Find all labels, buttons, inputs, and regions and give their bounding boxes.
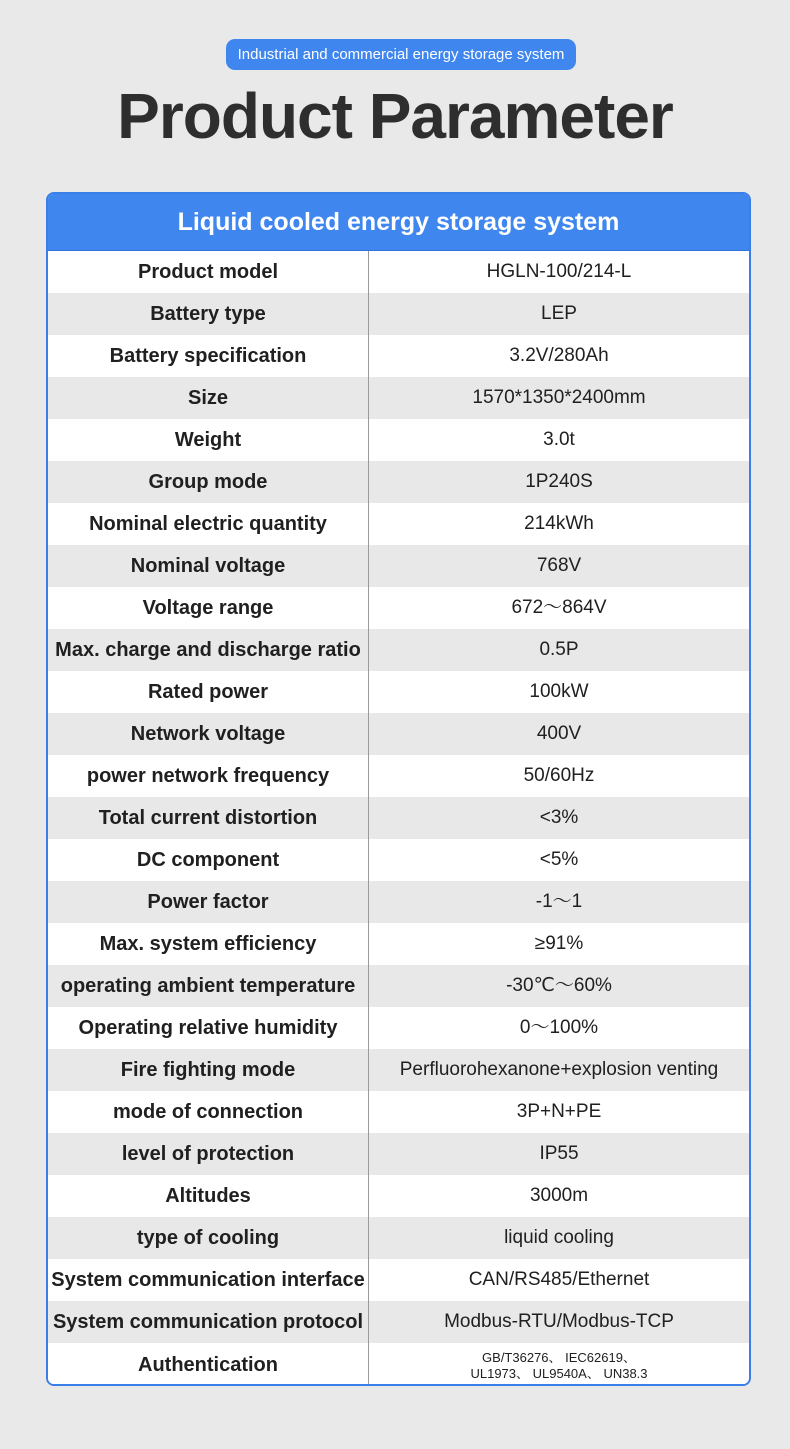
- table-row: [48, 671, 749, 713]
- table-row: [48, 377, 749, 419]
- row-value: -1～1: [535, 891, 583, 912]
- row-value: 672～864V: [511, 597, 607, 618]
- row-value: liquid cooling: [504, 1227, 614, 1248]
- authentication-line-1: GB/T36276、 IEC62619、: [482, 1349, 636, 1365]
- row-value: 400V: [536, 723, 582, 744]
- row-value: 0～100%: [519, 1017, 599, 1038]
- row-label: Rated power: [48, 671, 369, 713]
- table-row: [48, 965, 749, 1007]
- row-value: CAN/RS485/Ethernet: [468, 1269, 650, 1290]
- row-label: Total current distortion: [48, 797, 369, 839]
- table-row: [48, 797, 749, 839]
- table-rows: [48, 251, 749, 1386]
- table-row: [48, 1301, 749, 1343]
- table-row: [48, 419, 749, 461]
- table-row-authentication: [48, 1343, 749, 1386]
- row-value: 3P+N+PE: [516, 1101, 602, 1122]
- row-value: <5%: [539, 849, 579, 870]
- row-label: operating ambient temperature: [48, 965, 369, 1007]
- row-value: Modbus-RTU/Modbus-TCP: [444, 1311, 674, 1332]
- row-label: Operating relative humidity: [48, 1007, 369, 1049]
- table-row: [48, 923, 749, 965]
- table-row: [48, 1133, 749, 1175]
- category-badge: Industrial and commercial energy storage system: [226, 39, 576, 70]
- row-label: mode of connection: [48, 1091, 369, 1133]
- table-row: [48, 839, 749, 881]
- row-label: System communication protocol: [48, 1301, 369, 1343]
- row-label: Battery specification: [48, 335, 369, 377]
- row-value: 3.2V/280Ah: [509, 345, 609, 366]
- row-label: Weight: [48, 419, 369, 461]
- row-value: 3000m: [529, 1185, 589, 1206]
- row-label: power network frequency: [48, 755, 369, 797]
- row-value: 214kWh: [524, 513, 594, 534]
- table-row: [48, 1217, 749, 1259]
- row-label: Voltage range: [48, 587, 369, 629]
- table-row: [48, 629, 749, 671]
- row-label: Size: [48, 377, 369, 419]
- row-label: Group mode: [48, 461, 369, 503]
- row-label: Battery type: [48, 293, 369, 335]
- table-row: [48, 545, 749, 587]
- row-value: <3%: [539, 807, 579, 828]
- row-value: 50/60Hz: [523, 765, 595, 786]
- row-label: Network voltage: [48, 713, 369, 755]
- row-value: 100kW: [529, 681, 589, 702]
- row-label: level of protection: [48, 1133, 369, 1175]
- row-value: 0.5P: [539, 639, 579, 660]
- table-row: [48, 713, 749, 755]
- table-row: [48, 1007, 749, 1049]
- table-row: [48, 251, 749, 293]
- row-label: Authentication: [48, 1343, 369, 1386]
- row-value: Perfluorohexanone+explosion venting: [399, 1059, 719, 1080]
- row-label: Product model: [48, 251, 369, 293]
- authentication-line-2: UL1973、 UL9540A、 UN38.3: [470, 1365, 648, 1381]
- table-row: [48, 1049, 749, 1091]
- row-label: DC component: [48, 839, 369, 881]
- table-row: [48, 587, 749, 629]
- row-label: Max. charge and discharge ratio: [48, 629, 369, 671]
- row-label: Power factor: [48, 881, 369, 923]
- row-label: Max. system efficiency: [48, 923, 369, 965]
- row-label: System communication interface: [48, 1259, 369, 1301]
- row-value: IP55: [539, 1143, 579, 1164]
- row-value: 768V: [536, 555, 582, 576]
- row-value: 1570*1350*2400mm: [472, 387, 646, 408]
- row-label: Nominal electric quantity: [48, 503, 369, 545]
- table-header: Liquid cooled energy storage system: [48, 194, 749, 251]
- row-value: LEP: [541, 303, 577, 324]
- table-row: [48, 335, 749, 377]
- table-row: [48, 1175, 749, 1217]
- row-value: HGLN-100/214-L: [486, 261, 632, 282]
- row-value: 1P240S: [525, 471, 593, 492]
- table-row: [48, 503, 749, 545]
- row-label: Nominal voltage: [48, 545, 369, 587]
- row-value: -30℃～60%: [506, 975, 612, 996]
- parameter-table: [46, 192, 751, 1386]
- row-value: 3.0t: [543, 429, 575, 450]
- row-label: type of cooling: [48, 1217, 369, 1259]
- row-label: Fire fighting mode: [48, 1049, 369, 1091]
- authentication-value: [369, 1343, 749, 1386]
- table-row: [48, 881, 749, 923]
- table-row: [48, 293, 749, 335]
- table-row: [48, 1091, 749, 1133]
- table-row: [48, 755, 749, 797]
- page-title: Product Parameter: [117, 80, 673, 152]
- table-row: [48, 461, 749, 503]
- row-value: ≥91%: [534, 933, 584, 954]
- row-label: Altitudes: [48, 1175, 369, 1217]
- table-row: [48, 1259, 749, 1301]
